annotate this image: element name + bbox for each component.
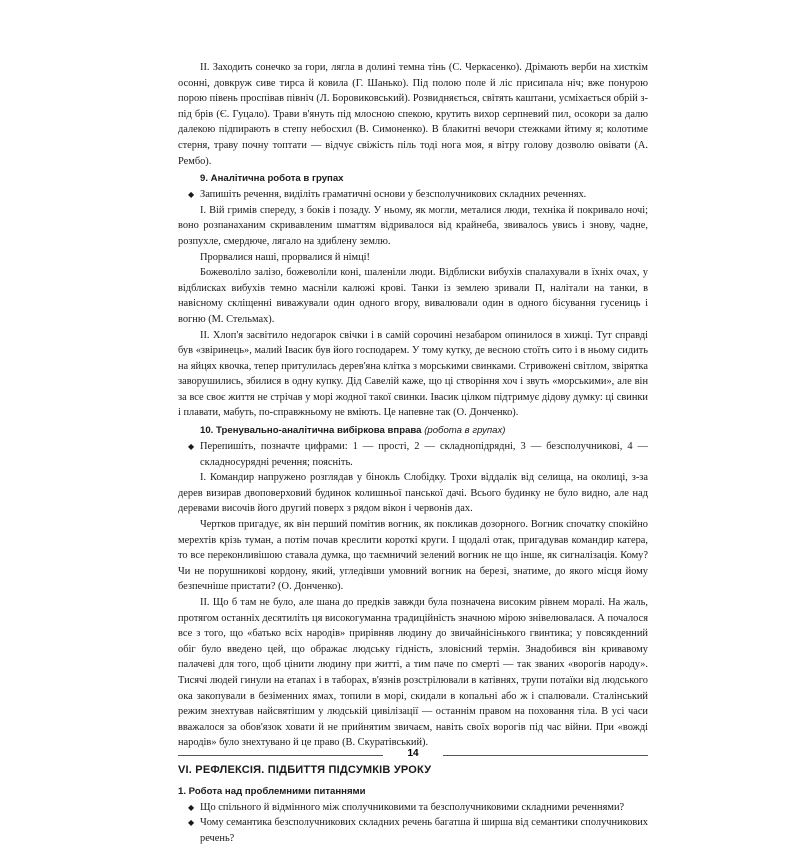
page-footer (178, 748, 648, 762)
footer-rule-right (443, 755, 648, 756)
section-9-task: ◆ Запишіть речення, виділіть граматичні основи у безсполучникових складних реченнях. (178, 187, 648, 203)
paragraph-intro-poetry: ІІ. Заходить сонечко за гори, лягла в долині темна тінь (С. Черкасенко). Дрімають верби на хисткім осонні, довкруж сиве тирса й ковила (Г. Шанько). Під полою поле й ліс присипала ніч; вже понурою порою півень проспівав північ (Л. Боровиковський). Розвидняється, світять каштани, усміхається обрій з-під брів (Є. Гуцало). Трави в'януть під млосною спекою, крутить вихор серпневий пил, осокори за далю далекою підпирають в степу небосхил (В. Симоненко). В блакитні вечори стежками йтиму я; колотиме стерня, траву почну топтати — відчує свіжість піль тоді нога моя, я вітру голову дозволю овівати (А. Рембо). (178, 62, 648, 167)
diamond-bullet-icon: ◆ (188, 818, 195, 828)
diamond-bullet-icon: ◆ (188, 802, 195, 812)
paragraph-skurativsky: ІІ. Що б там не було, але шана до предків завжди була позначена високим рівнем моралі. На жаль, протягом останніх десятиліть ця високогуманна традиційність значною мірою знівелювалася. А почалося все з того, що «батько всіх народів» прирівняв людину до звичайнісінького гвинтика; у повсякденний обіг було введено цей, що ображає людську гідність, зловісний термін. Знадобився він кривавому палачеві для того, щоб цінити людину при житті, а тим паче по смерті — так званих «ворогів народу». Тисячі людей гинули на етапах і в таборах, в'язнів розстрілювали в катівнях, трупи потаїки від людського ока закопували в безіменних ямах, топили в морі, скидали в копальні або ж і спалювали. Сталінський режим знехтував найсвятішим у людській цивілізації — останнім правом на поховання тіла. В усі часи вважалося за обов'язок ховати й не прийнятим звичаєм, навіть своїх ворогів під час війни. При «вожді народів» було знехтувано й це право (В. Скуратівський). (178, 597, 648, 749)
paragraph-commander: І. Командир напружено розглядав у бінокль Слобідку. Трохи віддалік від селища, на околиці, з-за дерев визирав двоповерховий будинок колишньої панської дачі. Всього будинку не було видно, але над деревами височів його другий поверх з рядом вікон і червонів дах. (178, 472, 648, 515)
question-1: ◆ Що спільного й відмінного між сполучниковими та безсполучниковими складними реченнями? (178, 800, 648, 816)
paragraph-donchenko-1: ІІ. Хлоп'я засвітило недогарок свічки і в самій сорочині незабаром опинилося в хижці. Тут справді був «звіринець», малий Івасик був його господарем. У тому кутку, де весною стоїть сито і в ньому сидить на яйцях квочка, тепер притулилась дерев'яна клітка з морськими свинками. Стривожені світлом, звірятка заворушились, збилися в одну купку. Дід Савелій каже, що ці створіння хоч і звуть «морськими», але він за все своє життя не стрічав у морі жодної такої свинки. Івасик цілком підтримує дідову думку: ці свинки і плавати, мабуть, по-справжньому не вміють. Це напевне так (О. Донченко). (178, 329, 648, 419)
section-6-heading: VI. РЕФЛЕКСІЯ. ПІДБИТТЯ ПІДСУМКІВ УРОКУ (178, 763, 432, 776)
paragraph-chertkov: Чертков пригадує, як він перший помітив вогник, як покликав дозорного. Вогник спочатку спокійно мерехтів крізь туман, а потім почав креслити короткі круги. І щодалі отак, пригадував командир катера, то все переконливішою ставала думка, що таємничий зелений вогник не що інше, як сигналізація. Кому? Чи не порушникові кордону, який, угледівши умовний вогник на березі, знатиме, до якого місця йому безпечніше пристати? (О. Донченко). (178, 519, 648, 593)
paragraph-stelmakh-2: Прорвалися наші, прорвалися й німці! (200, 251, 370, 263)
question-2: ◆ Чому семантика безсполучникових складних речень багатша й ширша від семантики сполучникових речень? (188, 817, 648, 844)
page-number: 14 (407, 748, 419, 759)
diamond-bullet-icon: ◆ (188, 442, 195, 452)
section-6-subheading: 1. Робота над проблемними питаннями (178, 785, 366, 797)
page-content (178, 60, 648, 844)
paragraph-stelmakh-3: Божеволіло залізо, божеволіли коні, шаленіли люди. Відблиски вибухів спалахували в їхніх очах, у відблисках вибухів темно масніли калюжі крові. Танки із землею зривали П, налітали на танки, в навісному скліщенні виважували один одного вгору, вивалювали один в одного бісування гусениць і вогню (М. Стельмах). (178, 267, 648, 325)
diamond-bullet-icon: ◆ (188, 190, 195, 200)
paragraph-stelmakh-1: І. Вій гримів спереду, з боків і позаду. У ньому, як могли, металися люди, техніка й покривало ночі; воно розпанаханим скривавленим шматтям відривалося від крайнеба, звивалось увись і знову, чадне, розпухле, смердюче, лягало на здиблену землю. (178, 204, 648, 247)
section-9-title: 9. Аналітична робота в групах (200, 173, 344, 185)
section-10-task: ◆ Перепишіть, позначте цифрами: 1 — прості, 2 — складнопідрядні, 3 — безсполучникові, 4 — складносурядні речення; поясніть. (188, 441, 648, 468)
section-10-title: 10. Тренувально-аналітична вибіркова вправа (робота в групах) (200, 425, 506, 437)
